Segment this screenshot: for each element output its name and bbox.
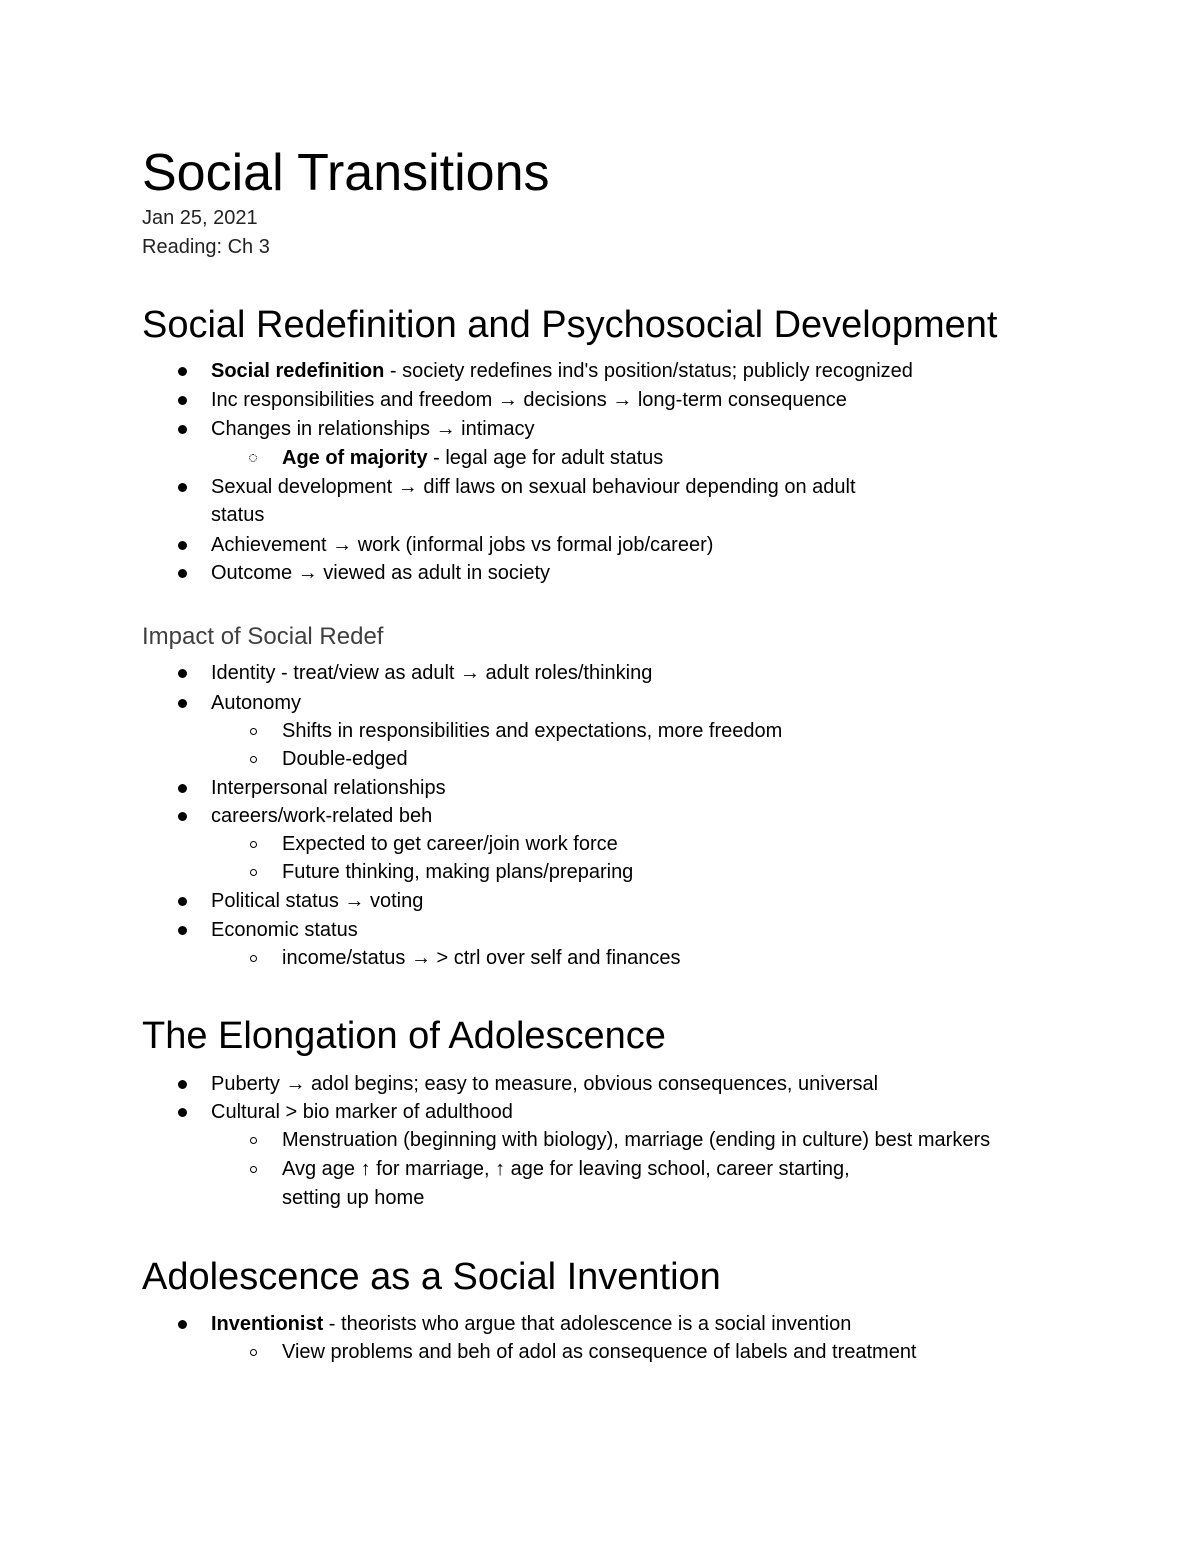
section-heading-social-invention: Adolescence as a Social Invention xyxy=(142,1256,721,1298)
list-item: Future thinking, making plans/preparing xyxy=(282,861,634,883)
list-item-continuation: status xyxy=(211,504,265,526)
list-item: Shifts in responsibilities and expectations, more freedom xyxy=(282,720,783,742)
bullet-icon xyxy=(178,784,187,793)
sub-bullet-icon xyxy=(250,1137,257,1144)
list-item: Interpersonal relationships xyxy=(211,777,446,799)
reading-assignment: Reading: Ch 3 xyxy=(142,236,270,258)
list-item: Political status → voting xyxy=(211,890,424,912)
bullet-icon xyxy=(178,812,187,821)
bullet-icon xyxy=(178,1080,187,1089)
bullet-icon xyxy=(178,569,187,578)
list-item: Double-edged xyxy=(282,748,408,770)
section-heading-social-redefinition: Social Redefinition and Psychosocial Development xyxy=(142,304,998,346)
sub-bullet-icon xyxy=(250,869,257,876)
list-item: Autonomy xyxy=(211,692,302,714)
sub-bullet-icon xyxy=(249,454,257,462)
list-item-continuation: setting up home xyxy=(282,1187,425,1209)
list-item: income/status → > ctrl over self and finances xyxy=(282,947,681,969)
bullet-icon xyxy=(178,1108,187,1117)
document-date: Jan 25, 2021 xyxy=(142,207,258,229)
sub-bullet-icon xyxy=(250,955,257,962)
bullet-icon xyxy=(178,669,187,678)
list-item: careers/work-related beh xyxy=(211,805,433,827)
bullet-icon xyxy=(178,541,187,550)
term-age-of-majority: Age of majority xyxy=(282,447,428,469)
document-title: Social Transitions xyxy=(142,144,550,202)
list-item: Inventionist - theorists who argue that adolescence is a social invention xyxy=(211,1313,852,1335)
list-item: Avg age ↑ for marriage, ↑ age for leaving school, career starting, xyxy=(282,1158,850,1180)
sub-bullet-icon xyxy=(250,756,257,763)
bullet-icon xyxy=(178,926,187,935)
bullet-icon xyxy=(178,483,187,492)
bullet-icon xyxy=(178,396,187,405)
list-item: Outcome → viewed as adult in society xyxy=(211,562,551,584)
bullet-icon xyxy=(178,1320,187,1329)
bullet-icon xyxy=(178,425,187,434)
list-item: Age of majority - legal age for adult status xyxy=(282,447,664,469)
list-item: Economic status xyxy=(211,919,358,941)
list-item: Changes in relationships → intimacy xyxy=(211,418,535,440)
sub-bullet-icon xyxy=(250,728,257,735)
list-item: Menstruation (beginning with biology), marriage (ending in culture) best markers xyxy=(282,1129,991,1151)
term-social-redefinition: Social redefinition xyxy=(211,360,385,382)
subsection-heading-impact: Impact of Social Redef xyxy=(142,623,384,650)
section-heading-elongation: The Elongation of Adolescence xyxy=(142,1015,666,1057)
sub-bullet-icon xyxy=(250,1166,257,1173)
bullet-icon xyxy=(178,367,187,376)
list-item: Social redefinition - society redefines ind's position/status; publicly recognized xyxy=(211,360,913,382)
list-item: Puberty → adol begins; easy to measure, obvious consequences, universal xyxy=(211,1073,879,1095)
bullet-icon xyxy=(178,699,187,708)
list-item: View problems and beh of adol as consequence of labels and treatment xyxy=(282,1341,917,1363)
sub-bullet-icon xyxy=(250,1349,257,1356)
term-inventionist: Inventionist xyxy=(211,1313,324,1335)
list-item: Sexual development → diff laws on sexual behaviour depending on adult xyxy=(211,476,856,498)
list-item: Identity - treat/view as adult → adult roles/thinking xyxy=(211,662,653,684)
bullet-icon xyxy=(178,897,187,906)
list-item: Expected to get career/join work force xyxy=(282,833,618,855)
sub-bullet-icon xyxy=(250,841,257,848)
list-item: Inc responsibilities and freedom → decisions → long-term consequence xyxy=(211,389,847,411)
list-item: Achievement → work (informal jobs vs formal job/career) xyxy=(211,534,714,556)
list-item: Cultural > bio marker of adulthood xyxy=(211,1101,513,1123)
